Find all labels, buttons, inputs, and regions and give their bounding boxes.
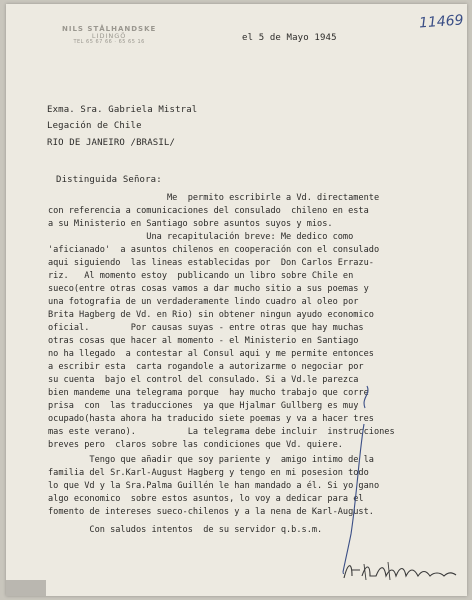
body-line: una fotografia de un verdaderamente lindo cuadro al oleo por bbox=[48, 297, 359, 307]
body-line: 'aficianado' a asuntos chilenos en cooperación con el consulado bbox=[48, 245, 380, 255]
scan-edge-shadow bbox=[6, 580, 46, 596]
body-line: con referencia a comunicaciones del consulado chileno en esta bbox=[48, 206, 369, 216]
body-line: otras cosas que hacer al momento - el Ministerio en Santiago bbox=[48, 336, 359, 346]
body-line: aqui siguiendo las lineas establecidas por Don Carlos Errazu- bbox=[48, 258, 374, 268]
recipient-office: Legación de Chile bbox=[47, 121, 142, 131]
letterhead bbox=[62, 26, 156, 45]
body-line: Me permito escribirle a Vd. directamente bbox=[48, 193, 380, 203]
letterhead-name: NILS STÅLHANDSKE bbox=[62, 25, 157, 33]
body-line: a su Ministerio en Santiago sobre asuntos suyos y mios. bbox=[48, 219, 333, 229]
handwritten-signature bbox=[340, 558, 460, 584]
body-line: Tengo que añadir que soy pariente y amigo intimo de la bbox=[48, 455, 374, 465]
body-line: a escribir esta carta rogandole a autorizarme o negociar por bbox=[48, 362, 364, 372]
body-line: lo que Vd y la Sra.Palma Guillén le han mandado a él. Si yo gano bbox=[48, 481, 380, 491]
salutation: Distinguida Señora: bbox=[56, 175, 162, 185]
body-line: Brita Hagberg de Vd. en Rio) sin obtener ningun ayudo economico bbox=[48, 310, 374, 320]
body-line: oficial. Por causas suyas - entre otras que hay muchas bbox=[48, 323, 364, 333]
body-line: Con saludos intentos de su servidor q.b.s.m. bbox=[48, 525, 323, 535]
body-line: prisa con las traducciones ya que Hjalmar Gullberg es muy bbox=[48, 401, 359, 411]
letter-date: el 5 de Mayo 1945 bbox=[242, 33, 337, 43]
body-line: ocupado(hasta ahora ha traducido siete poemas y va a hacer tres bbox=[48, 414, 374, 424]
body-line: familia del Sr.Karl-August Hagberg y tengo en mi posesion todo bbox=[48, 468, 369, 478]
body-line: algo economico sobre estos asuntos, lo voy a dedicar para el bbox=[48, 494, 364, 504]
pen-margin-mark bbox=[337, 384, 377, 574]
body-line: mas este verano). La telegrama debe incluir instrucciones bbox=[48, 427, 395, 437]
body-line: sueco(entre otras cosas vamos a dar mucho sitio a sus poemas y bbox=[48, 284, 369, 294]
archive-number: 11469 bbox=[418, 12, 465, 32]
body-line: Una recapitulación breve: Me dedico como bbox=[48, 232, 354, 242]
letterhead-city: LIDINGÖ bbox=[91, 32, 127, 40]
body-line: riz. Al momento estoy publicando un libro sobre Chile en bbox=[48, 271, 354, 281]
recipient-name: Exma. Sra. Gabriela Mistral bbox=[47, 105, 198, 115]
body-line: breves pero claros sobre las condiciones que Vd. quiere. bbox=[48, 440, 343, 450]
body-line: bien mandeme una telegrama porque hay mucho trabajo que corre bbox=[48, 388, 369, 398]
recipient-city: RIO DE JANEIRO /BRASIL/ bbox=[47, 138, 176, 148]
body-line: no ha llegado a contestar al Consul aqui y me permite entonces bbox=[48, 349, 374, 359]
body-line: su cuenta bajo el control del consulado. Si a Vd.le parezca bbox=[48, 375, 359, 385]
body-line: fomento de intereses sueco-chilenos y a la nena de Karl-August. bbox=[48, 507, 374, 517]
letterhead-phone: TEL 65 67 66 · 65 65 16 bbox=[73, 38, 145, 45]
